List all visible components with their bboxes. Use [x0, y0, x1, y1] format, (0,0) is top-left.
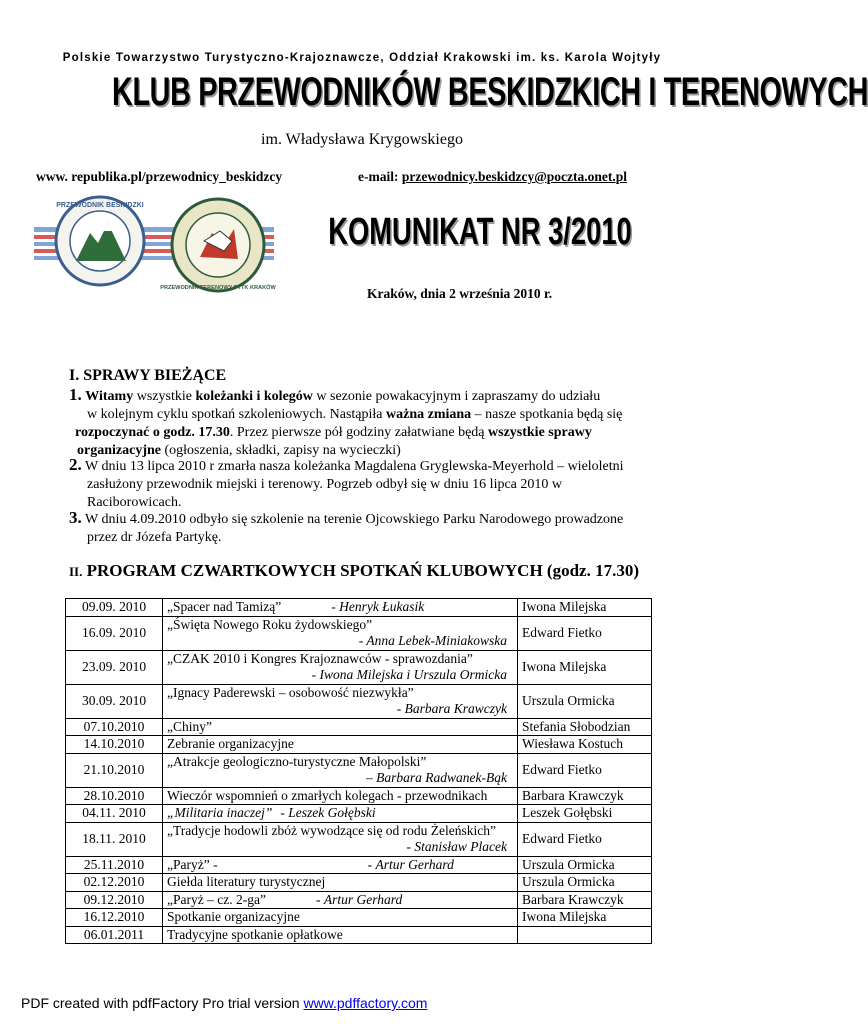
organization-line: Polskie Towarzystwo Turystyczno-Krajoznawcze, Oddział Krakowski im. ks. Karola Wojtyły	[62, 52, 662, 64]
row-date: 30.09. 2010	[66, 684, 163, 718]
row-host: Wiesława Kostuch	[518, 736, 652, 754]
email-link[interactable]: przewodnicy.beskidzcy@poczta.onet.pl	[401, 169, 628, 184]
row-topic	[163, 650, 518, 684]
row-date: 09.12.2010	[66, 891, 163, 909]
table-row	[66, 736, 652, 754]
table-row	[66, 926, 652, 944]
table-row	[66, 787, 652, 805]
row-title: „Militaria inaczej”	[167, 805, 273, 820]
row-title: „Spacer nad Tamizą”	[167, 599, 282, 614]
row-date: 02.12.2010	[66, 874, 163, 892]
row-topic: „Paryż – cz. 2-ga” - Artur Gerhard	[163, 891, 518, 909]
row-host: Edward Fietko	[518, 822, 652, 856]
row-date: 25.11.2010	[66, 856, 163, 874]
table-row	[66, 856, 652, 874]
section-2-heading: II. PROGRAM CZWARTKOWYCH SPOTKAŃ KLUBOWYCH (godz. 17.30)	[69, 561, 640, 580]
email-label: e-mail:	[358, 169, 399, 184]
section-1-heading: I. SPRAWY BIEŻĄCE	[69, 367, 227, 384]
row-title: Zebranie organizacyjne	[167, 736, 294, 751]
row-title: Tradycyjne spotkanie opłatkowe	[167, 926, 343, 942]
row-date: 06.01.2011	[66, 926, 163, 944]
news-item-3: 3. W dniu 4.09.2010 odbyło się szkolenie na terenie Ojcowskiego Parku Narodowego prowadzone przez dr Józefa Partykę.	[69, 508, 624, 545]
row-title: Wieczór wspomnień o zmarłych kolegach - przewodnikach	[167, 787, 488, 803]
row-speaker: - Barbara Krawczyk	[396, 701, 507, 716]
table-row	[66, 891, 652, 909]
table-row	[66, 753, 652, 787]
row-host	[518, 926, 652, 944]
row-speaker: Artur Gerhard	[375, 856, 454, 872]
row-topic	[163, 684, 518, 718]
row-date: 16.12.2010	[66, 909, 163, 927]
row-topic	[163, 909, 518, 927]
row-title: „Święta Nowego Roku żydowskiego”	[167, 616, 373, 632]
row-date: 04.11. 2010	[66, 805, 163, 823]
logo-left-text: PRZEWODNIK BESKIDZKI	[56, 202, 144, 209]
table-row	[66, 599, 652, 617]
row-speaker: - Anna Lebek-Miniakowska	[358, 633, 507, 648]
table-row	[66, 909, 652, 927]
row-title: Giełda literatury turystycznej	[167, 874, 326, 889]
row-speaker: Henryk Łukasik	[339, 599, 425, 614]
row-title: „CZAK 2010 i Kongres Krajoznawców - sprawozdania”	[167, 650, 473, 666]
row-date: 28.10.2010	[66, 787, 163, 805]
row-date: 14.10.2010	[66, 736, 163, 754]
row-speaker: Artur Gerhard	[323, 891, 403, 907]
row-host: Iwona Milejska	[518, 599, 652, 617]
row-host: Iwona Milejska	[518, 909, 652, 927]
row-host: Urszula Ormicka	[518, 684, 652, 718]
table-row	[66, 616, 652, 650]
row-host: Edward Fietko	[518, 616, 652, 650]
table-row	[66, 822, 652, 856]
row-host: Barbara Krawczyk	[518, 891, 652, 909]
row-title: „Tradycje hodowli zbóż wywodzące się od rodu Żeleńskich”	[167, 822, 497, 838]
program-table	[65, 598, 652, 944]
row-date: 09.09. 2010	[66, 599, 163, 617]
website-address[interactable]: www. republika.pl/przewodnicy_beskidzcy	[36, 169, 283, 184]
przewodnik-beskidzki-badge-icon	[56, 197, 144, 285]
row-topic	[163, 736, 518, 754]
row-speaker: - Stanisław Placek	[406, 839, 507, 854]
row-host: Iwona Milejska	[518, 650, 652, 684]
row-topic: „Militaria inaczej” - Leszek Gołębski	[163, 805, 518, 823]
row-host: Urszula Ormicka	[518, 874, 652, 892]
email-line	[358, 169, 627, 185]
news-item-1: 1. Witamy wszystkie koleżanki i kolegów w sezonie powakacyjnym i zapraszamy do udziału w kolejnym cyklu spotkań szkoleniowych. Nastąpiła ważna zmiana – nasze spotkania będą się rozpoczynać o godz. 17.30. Przez pierwsze pół godziny załatwiane będą wszystkie sprawy organizacyjne (ogłoszenia, składki, zapisy na wycieczki)	[69, 385, 623, 458]
row-speaker: – Barbara Radwanek-Bąk	[366, 770, 507, 785]
table-row	[66, 874, 652, 892]
date-line: Kraków, dnia 2 września 2010 r.	[367, 286, 553, 301]
pdffactory-link[interactable]: www.pdffactory.com	[303, 995, 428, 1011]
row-date: 18.11. 2010	[66, 822, 163, 856]
club-title: KLUB PRZEWODNIKÓW BESKIDZKICH I TERENOWYCH	[111, 70, 868, 114]
row-title: „Ignacy Paderewski – osobowość niezwykła”	[167, 684, 414, 700]
row-host: Stefania Słobodzian	[518, 718, 652, 736]
row-topic	[163, 718, 518, 736]
row-title: Spotkanie organizacyjne	[167, 909, 300, 924]
row-host: Barbara Krawczyk	[518, 787, 652, 805]
przewodnik-terenowy-badge-icon	[160, 199, 276, 291]
row-topic: „Paryż” - - Artur Gerhard	[163, 856, 518, 874]
table-row	[66, 650, 652, 684]
row-date: 16.09. 2010	[66, 616, 163, 650]
row-host: Urszula Ormicka	[518, 856, 652, 874]
row-topic	[163, 926, 518, 944]
row-topic: „Spacer nad Tamizą” - Henryk Łukasik	[163, 599, 518, 617]
row-topic	[163, 753, 518, 787]
club-logos	[34, 193, 274, 303]
row-topic	[163, 822, 518, 856]
row-title: „Paryż” -	[167, 856, 218, 872]
row-speaker: Leszek Gołębski	[288, 805, 376, 820]
table-row	[66, 718, 652, 736]
news-item-2: 2. W dniu 13 lipca 2010 r zmarła nasza koleżanka Magdalena Gryglewska-Meyerhold – wieloletni zasłużony przewodnik miejski i terenowy. Pogrzeb odbył się w dniu 16 lipca 2010 w Raciborowicach.	[69, 455, 624, 510]
row-title: „Atrakcje geologiczno-turystyczne Małopolski”	[167, 753, 427, 769]
row-speaker: - Iwona Milejska i Urszula Ormicka	[311, 667, 507, 682]
patron-line: im. Władysława Krygowskiego	[261, 131, 463, 148]
row-title: „Chiny”	[167, 718, 212, 734]
row-date: 07.10.2010	[66, 718, 163, 736]
row-host: Edward Fietko	[518, 753, 652, 787]
komunikat-title: KOMUNIKAT NR 3/2010	[328, 211, 632, 253]
row-topic	[163, 616, 518, 650]
pdf-footer: PDF created with pdfFactory Pro trial version www.pdffactory.com	[21, 995, 428, 1011]
row-topic	[163, 874, 518, 892]
row-topic	[163, 787, 518, 805]
table-row	[66, 805, 652, 823]
row-date: 23.09. 2010	[66, 650, 163, 684]
table-row	[66, 684, 652, 718]
row-title: „Paryż – cz. 2-ga”	[167, 891, 266, 907]
row-date: 21.10.2010	[66, 753, 163, 787]
row-host: Leszek Gołębski	[518, 805, 652, 823]
logo-right-text: PRZEWODNIK TERENOWY PTTK KRAKÓW	[160, 285, 276, 291]
